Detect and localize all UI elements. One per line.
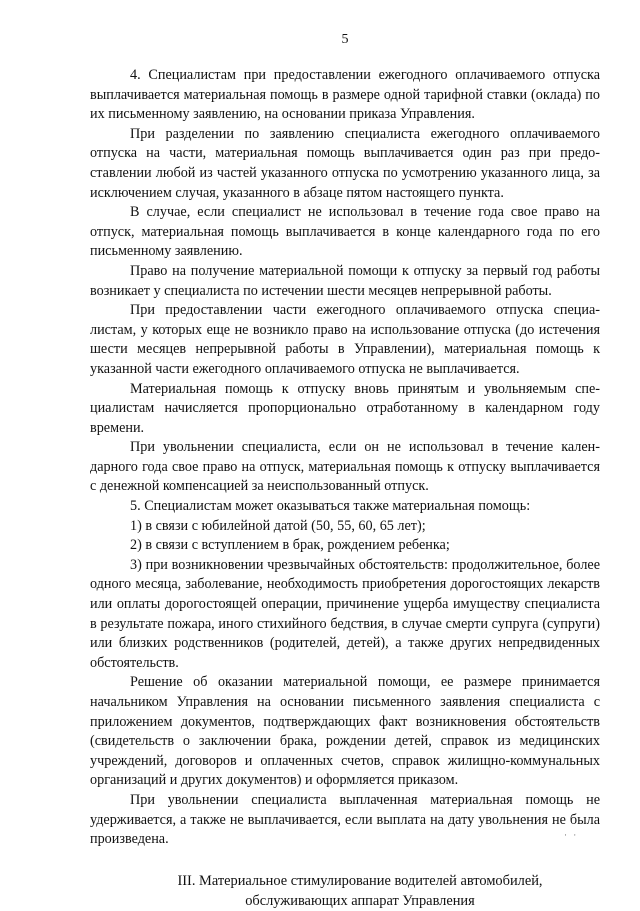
paragraph-not-withheld: При увольнении специалиста выплаченная материальная помощь не удерживается, а также не выплачивается, если выплата на дату увольнения не была произведена.: [90, 791, 600, 848]
list-item-emergency: 3) при возникновении чрезвычайных обстоятельств: продолжительное, более одного месяца, заболевание, необходимость приобретения дорогостоящих лекарств или оплаты дорогостоящей операции, причинение ущерба имуществу специалиста в результате пожара, иного стихийного бедствия, в случае смерти супруга (супруги) или близких родственников (родителей, детей), а также других непредвиденных обстоятельств.: [90, 556, 600, 671]
page-number: 5: [341, 32, 349, 47]
section-heading-line1: III. Материальное стимулирование водителей автомобилей,: [177, 872, 543, 889]
paragraph-4: 4. Специалистам при предоставлении ежегодного оплачиваемого отпуска выплачивается материальная помощь в размере одной тарифной ставки (оклада) по их письменному заявлению, на основании приказа Управления.: [90, 67, 600, 123]
paragraph-dismissal-compensation: При увольнении специалиста, если он не использовал в течение календарного года свое право на отпуск, материальная помощь к отпуску выплачивается с денежной компенсацией за неиспользованный отпуск.: [90, 439, 600, 495]
paragraph-new-and-leaving: Материальная помощь к отпуску вновь принятым и увольняемым специалистам начисляется пропорционально отработанному в календарном году времени.: [90, 380, 600, 436]
list-item-marriage-birth: 2) в связи с вступлением в брак, рождением ребенка;: [130, 537, 450, 554]
paragraph-5: 5. Специалистам может оказываться также материальная помощь:: [130, 498, 531, 515]
section-heading-line2: обслуживающих аппарат Управления: [245, 892, 475, 909]
scan-artifact: · ·: [564, 830, 579, 840]
paragraph-vacation-split: При разделении по заявлению специалиста ежегодного оплачиваемого отпуска на части, материальная помощь выплачивается один раз при предоставлении любой из частей указанного отпуска по усмотрению указанного лица, за исключением случая, указанного в абзаце пятом настоящего пункта.: [90, 125, 600, 201]
list-item-jubilee: 1) в связи с юбилейной датой (50, 55, 60, 65 лет);: [130, 517, 426, 534]
paragraph-unused-vacation: В случае, если специалист не использовал в течение года свое право на отпуск, материальная помощь выплачивается в конце календарного года по его письменному заявлению.: [90, 204, 600, 260]
paragraph-partial-vacation: При предоставлении части ежегодного оплачиваемого отпуска специалистам, у которых еще не возникло право на использование отпуска (до истечения шести месяцев непрерывной работы в Управлении), материальная помощь к указанной части ежегодного оплачиваемого отпуска не выплачивается.: [90, 302, 600, 377]
paragraph-first-year: Право на получение материальной помощи к отпуску за первый год работы возникает у специалиста по истечении шести месяцев непрерывной работы.: [90, 262, 600, 299]
paragraph-decision: Решение об оказании материальной помощи, ее размере принимается начальником Управления на основании письменного заявления специалиста с приложением документов, подтверждающих факт возникновения обстоятельств (свидетельств о заключении брака, рождении детей, справок из медицинских учреждений, договоров и оплаченных счетов, справок жилищно-коммунальных организаций и других документов) и оформляется приказом.: [90, 674, 600, 789]
